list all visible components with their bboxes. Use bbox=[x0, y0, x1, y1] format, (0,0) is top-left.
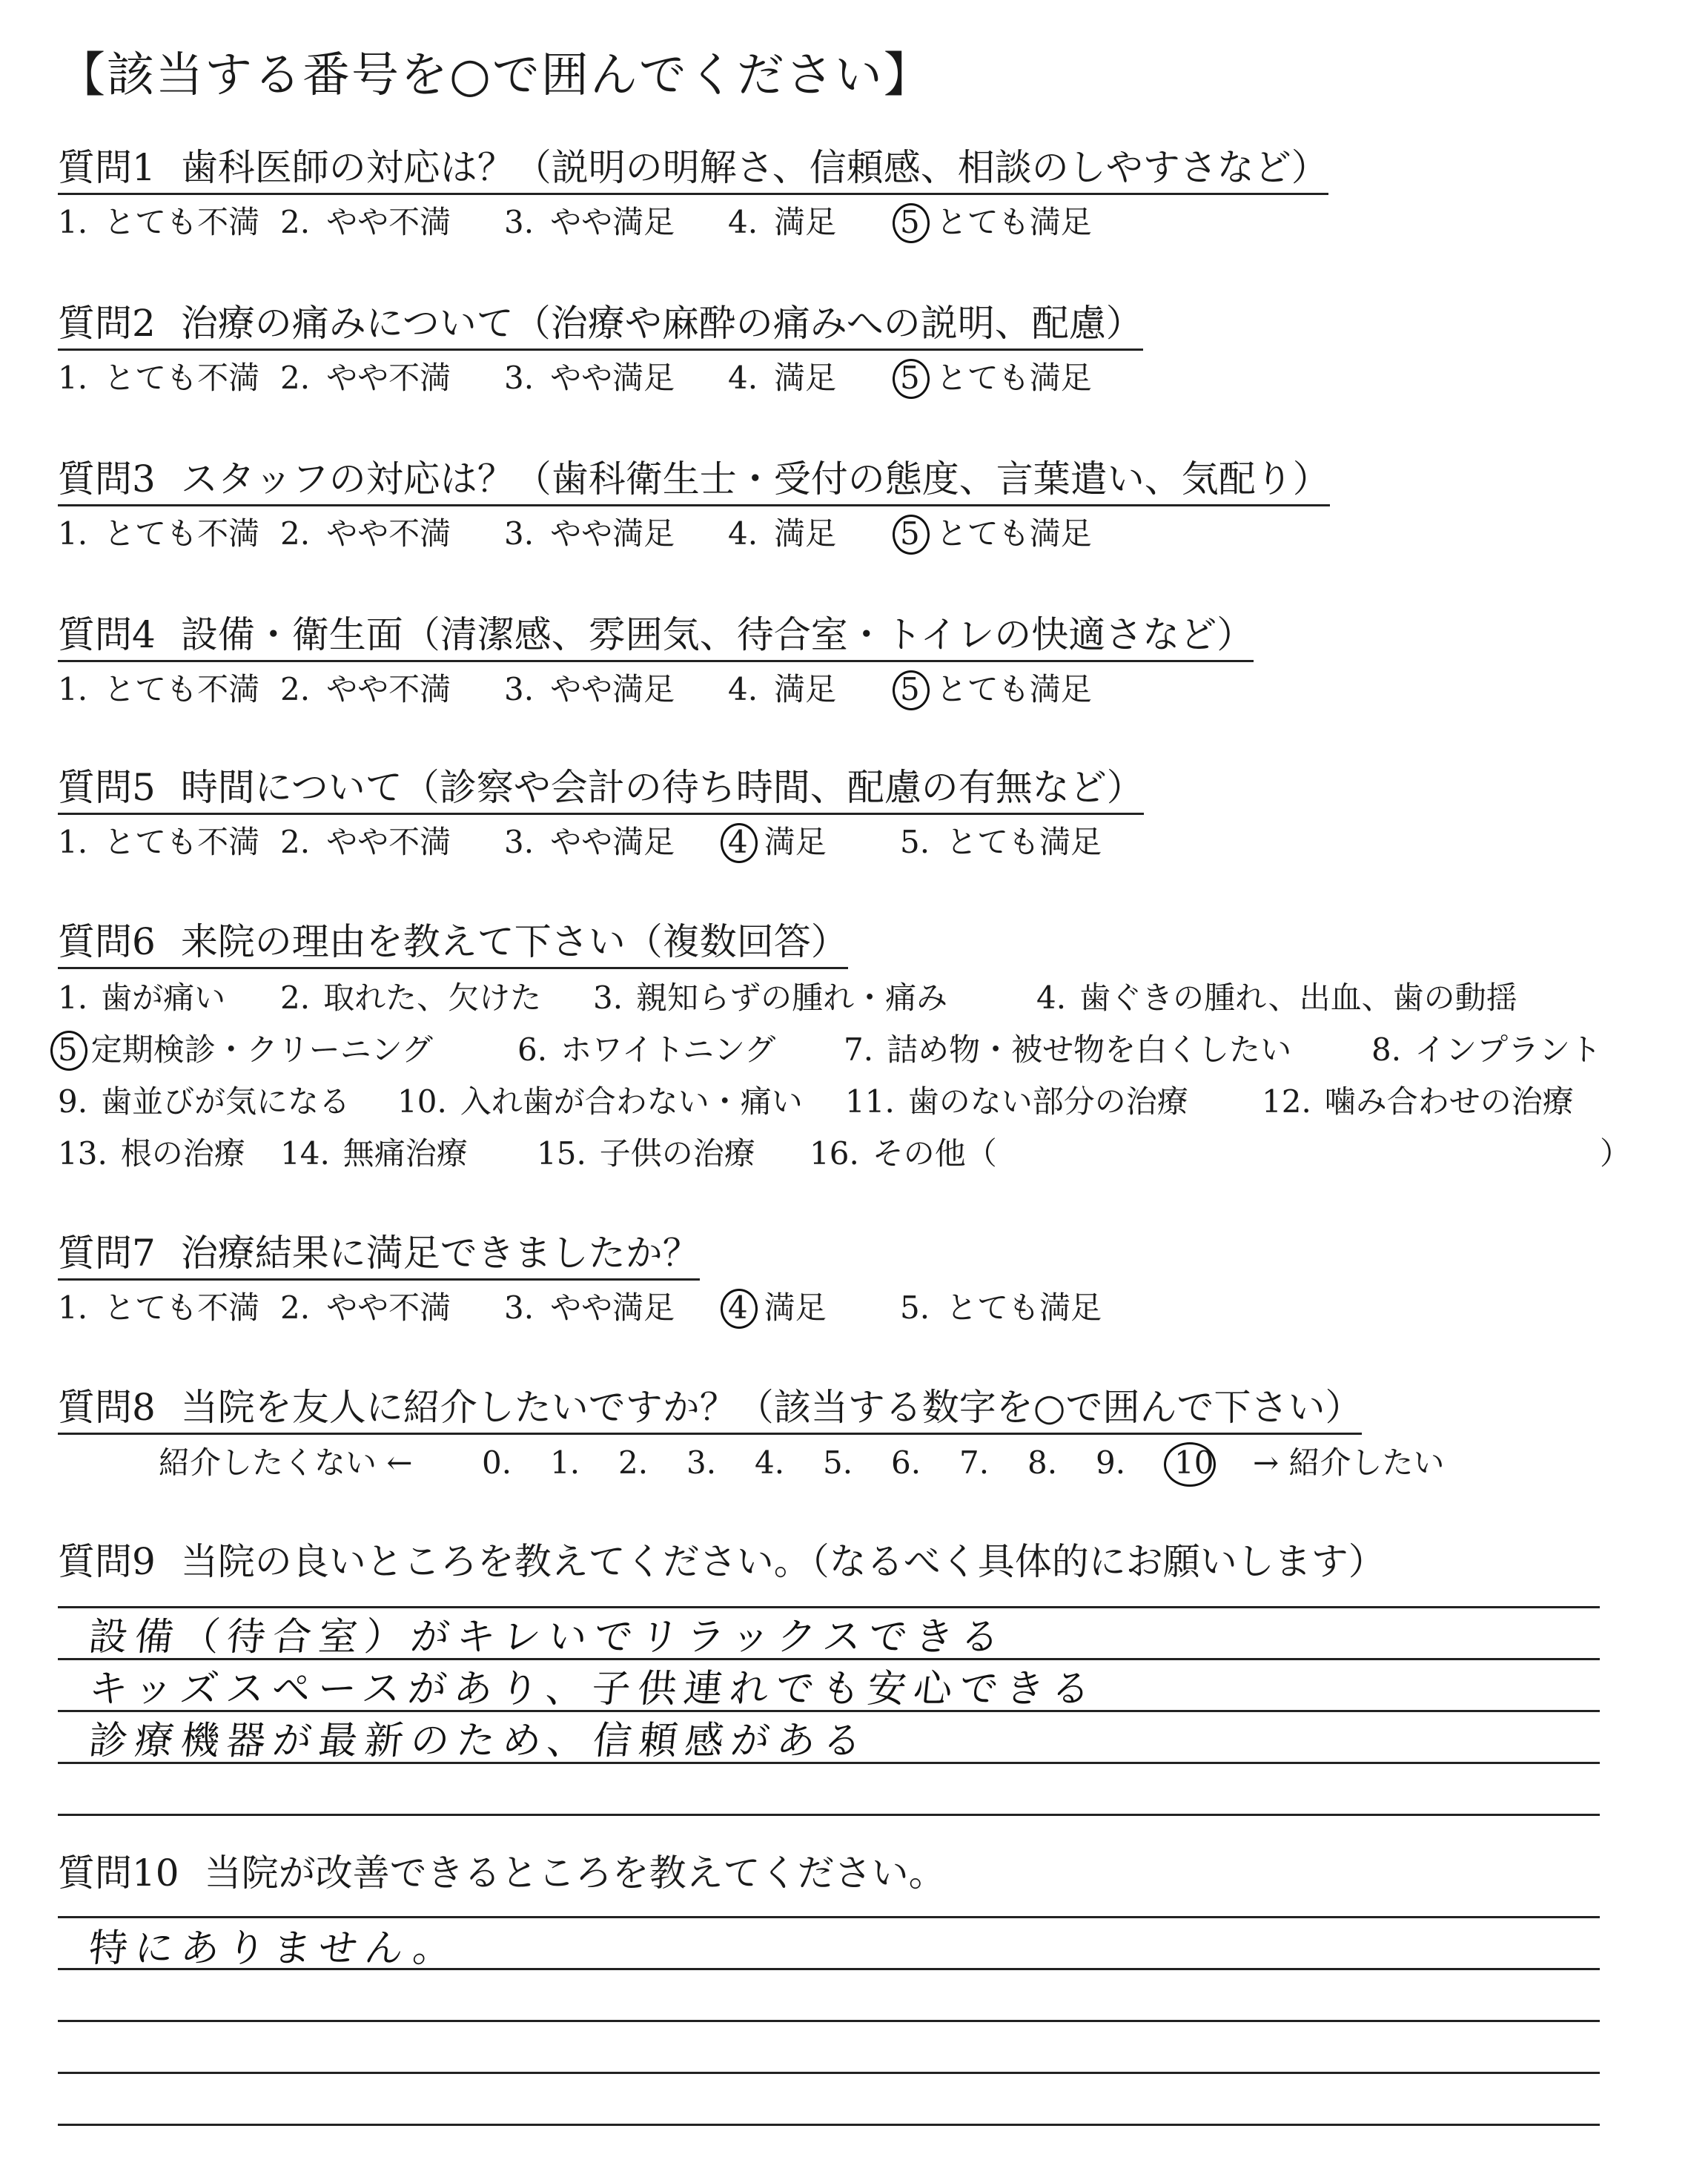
option-number: 3. bbox=[504, 824, 534, 860]
option-number: 3. bbox=[504, 671, 534, 707]
reason-option-14[interactable] bbox=[280, 1133, 468, 1175]
reason-option-15[interactable] bbox=[537, 1133, 755, 1175]
option-number: 5 bbox=[900, 669, 920, 710]
option-number: 5 bbox=[900, 202, 920, 243]
option-label: 満足 bbox=[764, 1289, 827, 1326]
recommend-scale bbox=[0, 1441, 1708, 1485]
option-label: 定期検診・クリーニング bbox=[90, 1031, 433, 1068]
option-number: 5. bbox=[900, 824, 930, 860]
option-label: 歯のない部分の治療 bbox=[907, 1083, 1188, 1120]
option-label: やや満足 bbox=[550, 1289, 675, 1326]
question-text: 時間について（診察や会計の待ち時間、配慮の有無など） bbox=[180, 766, 1144, 809]
option-label: やや満足 bbox=[550, 671, 675, 707]
rating-option-4[interactable] bbox=[728, 202, 836, 243]
question-text: スタッフの対応は？（歯科衛生士・受付の態度、言葉遣い、気配り） bbox=[180, 458, 1330, 501]
reason-option-4[interactable] bbox=[1036, 977, 1517, 1019]
reason-option-9[interactable] bbox=[58, 1081, 350, 1123]
option-label: やや満足 bbox=[550, 824, 675, 860]
question-number: 質問2 bbox=[58, 302, 156, 345]
question-7-title bbox=[58, 1231, 700, 1281]
reason-option-6[interactable] bbox=[517, 1029, 775, 1071]
option-number: 4. bbox=[728, 515, 758, 552]
scale-number-10[interactable]: 10 bbox=[1174, 1441, 1214, 1485]
option-number: 4. bbox=[728, 360, 758, 396]
scale-number-3[interactable]: 3. bbox=[686, 1444, 717, 1481]
scale-number-8[interactable]: 8. bbox=[1027, 1444, 1058, 1481]
question-number: 質問8 bbox=[58, 1386, 156, 1429]
answer-line bbox=[58, 2124, 1600, 2126]
option-number: 5 bbox=[58, 1029, 78, 1071]
option-label: 根の治療 bbox=[120, 1135, 245, 1172]
option-label: 満足 bbox=[774, 360, 837, 396]
handwritten-answer: 設備（待合室）がキレいでリラックスできる bbox=[86, 1615, 1010, 1659]
option-number: 1. bbox=[58, 204, 88, 240]
option-label: やや満足 bbox=[550, 360, 675, 396]
rating-option-2[interactable] bbox=[280, 513, 451, 555]
reason-option-10[interactable] bbox=[397, 1081, 803, 1123]
question-4-title bbox=[58, 612, 1254, 662]
answer-line bbox=[58, 2020, 1600, 2022]
question-number: 質問3 bbox=[58, 458, 156, 501]
option-label: 子供の治療 bbox=[599, 1135, 755, 1172]
option-number: 2. bbox=[280, 515, 311, 552]
rating-option-4[interactable] bbox=[728, 669, 836, 710]
question-number: 質問10 bbox=[58, 1852, 179, 1895]
option-number: 1. bbox=[58, 824, 88, 860]
option-number: 3. bbox=[504, 515, 534, 552]
question-number: 質問5 bbox=[58, 766, 156, 809]
question-9-title bbox=[58, 1539, 1386, 1587]
scale-number-4[interactable]: 4. bbox=[755, 1444, 785, 1481]
handwritten-answer: キッズスペースがあり、子供連れでも安心できる bbox=[86, 1667, 1100, 1711]
scale-number-2[interactable]: 2. bbox=[618, 1444, 649, 1481]
option-number: 2. bbox=[280, 980, 311, 1016]
question-number: 質問6 bbox=[58, 920, 156, 963]
reason-option-5[interactable] bbox=[58, 1029, 433, 1071]
option-number: 4 bbox=[728, 1287, 748, 1329]
close-paren: ） bbox=[1600, 1135, 1632, 1172]
option-label: やや不満 bbox=[326, 671, 451, 707]
option-label: インプラント bbox=[1414, 1031, 1602, 1068]
option-label: 歯並びが気になる bbox=[101, 1083, 351, 1120]
option-number: 2. bbox=[280, 824, 311, 860]
option-number: 11. bbox=[845, 1083, 895, 1120]
option-label: とても満足 bbox=[936, 360, 1092, 396]
option-number: 3. bbox=[593, 980, 623, 1016]
rating-option-2[interactable] bbox=[280, 1287, 451, 1329]
reason-option-13[interactable] bbox=[58, 1133, 245, 1175]
option-number: 9. bbox=[58, 1083, 88, 1120]
option-number: 12. bbox=[1262, 1083, 1311, 1120]
option-label: 親知らずの腫れ・痛み bbox=[636, 980, 948, 1016]
reason-option-7[interactable] bbox=[844, 1029, 1291, 1071]
option-label: 入れ歯が合わない・痛い bbox=[460, 1083, 803, 1120]
option-label: やや不満 bbox=[326, 360, 451, 396]
rating-option-1[interactable] bbox=[58, 1287, 259, 1329]
question-number: 質問1 bbox=[58, 146, 156, 189]
rating-option-3[interactable] bbox=[504, 513, 675, 555]
option-label: とても満足 bbox=[936, 204, 1092, 240]
option-number: 2. bbox=[280, 1289, 311, 1326]
rating-option-1[interactable] bbox=[58, 202, 259, 243]
answer-line bbox=[58, 2072, 1600, 2074]
rating-option-2[interactable] bbox=[280, 822, 451, 863]
rating-option-3[interactable] bbox=[504, 822, 675, 863]
rating-option-3[interactable] bbox=[504, 669, 675, 710]
option-number: 4 bbox=[728, 822, 748, 863]
question-text: 歯科医師の対応は？（説明の明解さ、信頼感、相談のしやすさなど） bbox=[180, 146, 1328, 189]
option-number: 1. bbox=[58, 980, 88, 1016]
answer-line bbox=[58, 1814, 1600, 1816]
option-number: 10. bbox=[397, 1083, 447, 1120]
option-label: とても不満 bbox=[104, 824, 260, 860]
reason-option-2[interactable] bbox=[280, 977, 541, 1019]
option-label: とても不満 bbox=[104, 671, 260, 707]
option-label: 詰め物・被せ物を白くしたい bbox=[887, 1031, 1292, 1068]
option-number: 5 bbox=[900, 513, 920, 555]
rating-option-4[interactable] bbox=[728, 822, 827, 863]
option-number: 1. bbox=[58, 360, 88, 396]
question-text: 当院を友人に紹介したいですか？（該当する数字を○で囲んで下さい） bbox=[180, 1386, 1363, 1429]
instruction-heading: 【該当する番号を○で囲んでください】 bbox=[58, 48, 933, 103]
question-10-title bbox=[58, 1851, 946, 1898]
option-number: 4. bbox=[728, 204, 758, 240]
option-number: 7. bbox=[844, 1031, 874, 1068]
option-number: 1. bbox=[58, 671, 88, 707]
option-label: 満足 bbox=[774, 204, 837, 240]
question-2-title bbox=[58, 301, 1143, 351]
option-number: 5 bbox=[900, 357, 920, 399]
option-label: 満足 bbox=[774, 671, 837, 707]
option-label: 満足 bbox=[774, 515, 837, 552]
question-text: 当院が改善できるところを教えてください。 bbox=[204, 1852, 946, 1895]
question-text: 設備・衛生面（清潔感、雰囲気、待合室・トイレの快適さなど） bbox=[180, 613, 1254, 656]
option-label: とても満足 bbox=[936, 671, 1092, 707]
rating-option-1[interactable] bbox=[58, 822, 259, 863]
option-number: 4. bbox=[1036, 980, 1067, 1016]
option-number: 13. bbox=[58, 1135, 107, 1172]
option-label: とても不満 bbox=[104, 1289, 260, 1326]
rating-option-5[interactable] bbox=[900, 202, 1092, 243]
option-number: 5. bbox=[900, 1289, 930, 1326]
rating-option-1[interactable] bbox=[58, 357, 259, 399]
option-number: 2. bbox=[280, 671, 311, 707]
rating-option-5[interactable] bbox=[900, 1287, 1102, 1329]
rating-option-2[interactable] bbox=[280, 669, 451, 710]
option-label: やや不満 bbox=[326, 1289, 451, 1326]
option-number: 6. bbox=[517, 1031, 548, 1068]
question-text: 来院の理由を教えて下さい（複数回答） bbox=[180, 920, 848, 963]
option-label: とても不満 bbox=[104, 204, 260, 240]
option-number: 1. bbox=[58, 515, 88, 552]
option-number: 14. bbox=[280, 1135, 330, 1172]
option-number: 8. bbox=[1371, 1031, 1402, 1068]
option-label: やや不満 bbox=[326, 204, 451, 240]
option-label: とても満足 bbox=[936, 515, 1092, 552]
option-label: とても満足 bbox=[946, 1289, 1102, 1326]
reason-option-8[interactable] bbox=[1371, 1029, 1601, 1071]
option-number: 2. bbox=[280, 204, 311, 240]
option-number: 1. bbox=[58, 1289, 88, 1326]
question-3-title bbox=[58, 457, 1330, 506]
scale-number-9[interactable]: 9. bbox=[1096, 1444, 1126, 1481]
answer-line bbox=[58, 1916, 1600, 1918]
rating-option-3[interactable] bbox=[504, 1287, 675, 1329]
option-label: やや不満 bbox=[326, 824, 451, 860]
reason-option-12[interactable] bbox=[1262, 1081, 1574, 1123]
question-text: 治療の痛みについて（治療や麻酔の痛みへの説明、配慮） bbox=[180, 302, 1143, 345]
rating-option-4[interactable] bbox=[728, 357, 836, 399]
option-number: 15. bbox=[537, 1135, 586, 1172]
rating-option-2[interactable] bbox=[280, 202, 451, 243]
question-number: 質問4 bbox=[58, 613, 156, 656]
reason-option-1[interactable] bbox=[58, 977, 225, 1019]
option-label: やや満足 bbox=[550, 204, 675, 240]
answer-line bbox=[58, 1606, 1600, 1608]
scale-number-5[interactable]: 5. bbox=[823, 1444, 853, 1481]
reason-option-11[interactable] bbox=[845, 1081, 1188, 1123]
option-label: 歯が痛い bbox=[101, 980, 226, 1016]
option-label: 噛み合わせの治療 bbox=[1324, 1083, 1574, 1120]
option-number: 16. bbox=[810, 1135, 859, 1172]
question-text: 治療結果に満足できましたか？ bbox=[180, 1232, 700, 1275]
option-label: ホワイトニング bbox=[560, 1031, 776, 1068]
rating-option-3[interactable] bbox=[504, 202, 675, 243]
question-number: 質問7 bbox=[58, 1232, 156, 1275]
rating-option-1[interactable] bbox=[58, 669, 259, 710]
scale-number-6[interactable]: 6. bbox=[891, 1444, 921, 1481]
rating-option-5[interactable] bbox=[900, 822, 1102, 863]
scale-right-label: → 紹介したい bbox=[1253, 1444, 1445, 1481]
question-1-title bbox=[58, 145, 1328, 195]
handwritten-answer: 診療機器が最新のため、信頼感がある bbox=[86, 1719, 872, 1763]
scale-number-1[interactable]: 1. bbox=[550, 1444, 580, 1481]
option-label: とても満足 bbox=[946, 824, 1102, 860]
question-number: 質問9 bbox=[58, 1540, 156, 1583]
reason-option-3[interactable] bbox=[593, 977, 947, 1019]
question-text: 当院の良いところを教えてください。（なるべく具体的にお願いします） bbox=[180, 1540, 1386, 1583]
option-label: とても不満 bbox=[104, 515, 260, 552]
option-number: 3. bbox=[504, 1289, 534, 1326]
option-number: 3. bbox=[504, 360, 534, 396]
rating-option-5[interactable] bbox=[900, 669, 1092, 710]
rating-option-1[interactable] bbox=[58, 513, 259, 555]
rating-option-3[interactable] bbox=[504, 357, 675, 399]
question-5-title bbox=[58, 765, 1144, 815]
option-label: 歯ぐきの腫れ、出血、歯の動揺 bbox=[1079, 980, 1517, 1016]
option-label: とても不満 bbox=[104, 360, 260, 396]
option-label: やや不満 bbox=[326, 515, 451, 552]
option-number: 4. bbox=[728, 671, 758, 707]
option-number: 3. bbox=[504, 204, 534, 240]
option-label: その他（ bbox=[872, 1135, 997, 1172]
reason-option-16[interactable] bbox=[810, 1133, 997, 1175]
question-8-title bbox=[58, 1385, 1362, 1435]
option-label: やや満足 bbox=[550, 515, 675, 552]
rating-option-4[interactable] bbox=[728, 1287, 827, 1329]
rating-option-5[interactable] bbox=[900, 357, 1092, 399]
rating-option-4[interactable] bbox=[728, 513, 836, 555]
option-label: 満足 bbox=[764, 824, 827, 860]
handwritten-answer: 特にありません。 bbox=[86, 1926, 462, 1971]
option-label: 無痛治療 bbox=[342, 1135, 468, 1172]
scale-number-0[interactable]: 0. bbox=[482, 1444, 512, 1481]
scale-number-7[interactable]: 7. bbox=[959, 1444, 990, 1481]
scale-left-label: 紹介したくない ← bbox=[159, 1444, 413, 1481]
question-6-title bbox=[58, 919, 848, 969]
rating-option-2[interactable] bbox=[280, 357, 451, 399]
option-label: 取れた、欠けた bbox=[323, 980, 542, 1016]
rating-option-5[interactable] bbox=[900, 513, 1092, 555]
option-number: 2. bbox=[280, 360, 311, 396]
